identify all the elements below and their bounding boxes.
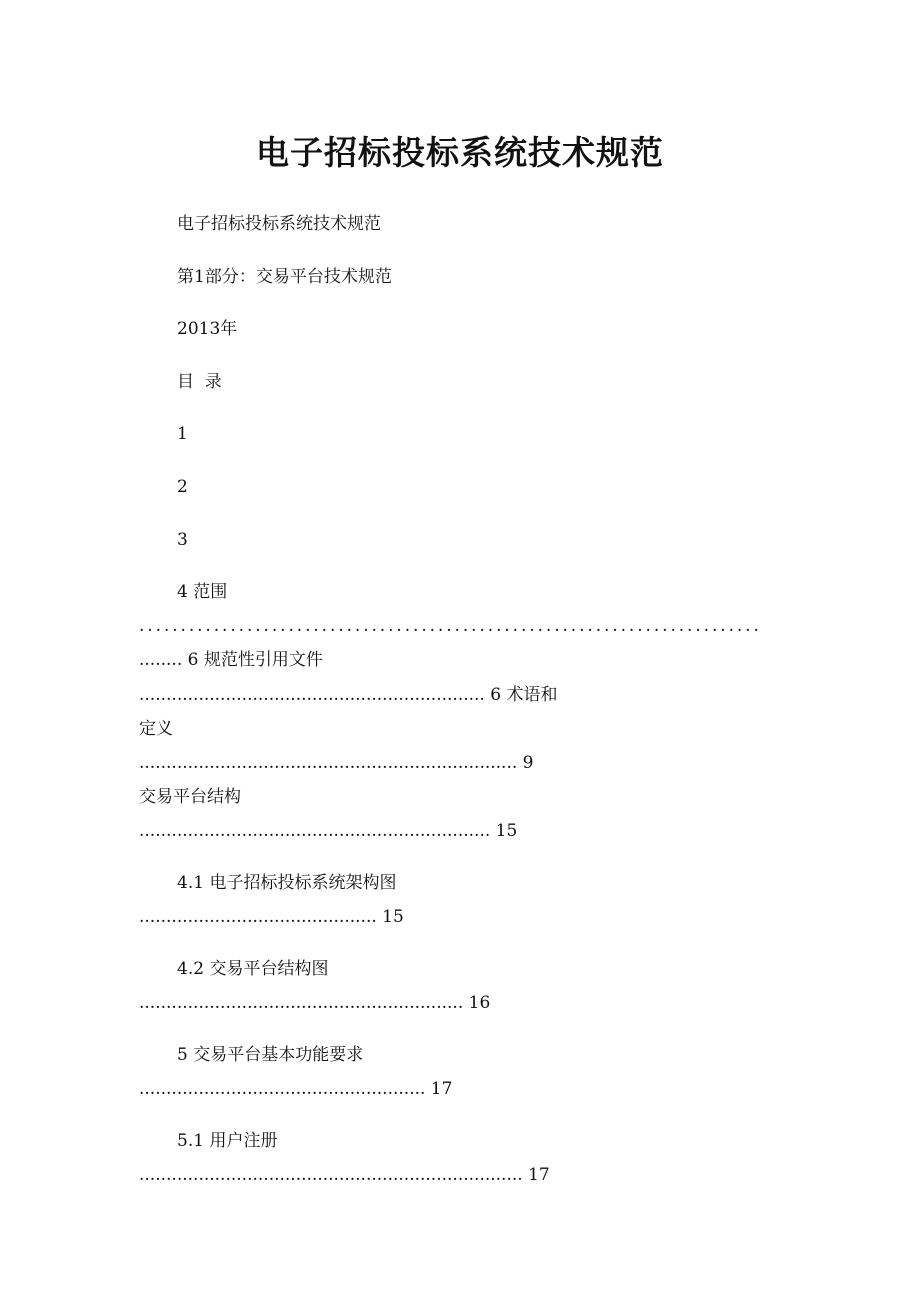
toc-item-5-1-dots: ....................................................................... 17: [139, 1165, 550, 1185]
toc-row-6: 交易平台结构: [139, 787, 241, 807]
subtitle-line: 电子招标投标系统技术规范: [177, 214, 381, 234]
toc-item-4-2: 4.2 交易平台结构图: [177, 959, 329, 979]
toc-item-4-1-dots: ............................................ 15: [139, 907, 404, 927]
toc-item-5: 5 交易平台基本功能要求: [177, 1045, 364, 1065]
toc-row-7: ................................................................. 15: [139, 821, 518, 841]
toc-row-4: 定义: [139, 719, 173, 739]
toc-dots-row-1: ...........................................................................: [139, 616, 762, 636]
number-line-2: 2: [177, 477, 188, 497]
toc-row-2: ........ 6 规范性引用文件: [139, 650, 323, 670]
toc-item-4-1: 4.1 电子招标投标系统架构图: [177, 873, 397, 893]
part-line: 第1部分：交易平台技术规范: [177, 267, 392, 287]
toc-item-5-dots: ..................................................... 17: [139, 1079, 453, 1099]
toc-item-5-1: 5.1 用户注册: [177, 1131, 278, 1151]
toc-row-3: ................................................................ 6 术语和: [139, 685, 558, 705]
toc-heading: 目 录: [177, 372, 222, 392]
toc-item-4-2-dots: ............................................................ 16: [139, 993, 491, 1013]
number-line-1: 1: [177, 424, 188, 444]
page-title: 电子招标投标系统技术规范: [256, 133, 664, 172]
year-line: 2013年: [177, 319, 238, 339]
toc-row-5: ...................................................................... 9: [139, 753, 534, 773]
scope-line: 4 范围: [177, 582, 228, 602]
number-line-3: 3: [177, 530, 188, 550]
